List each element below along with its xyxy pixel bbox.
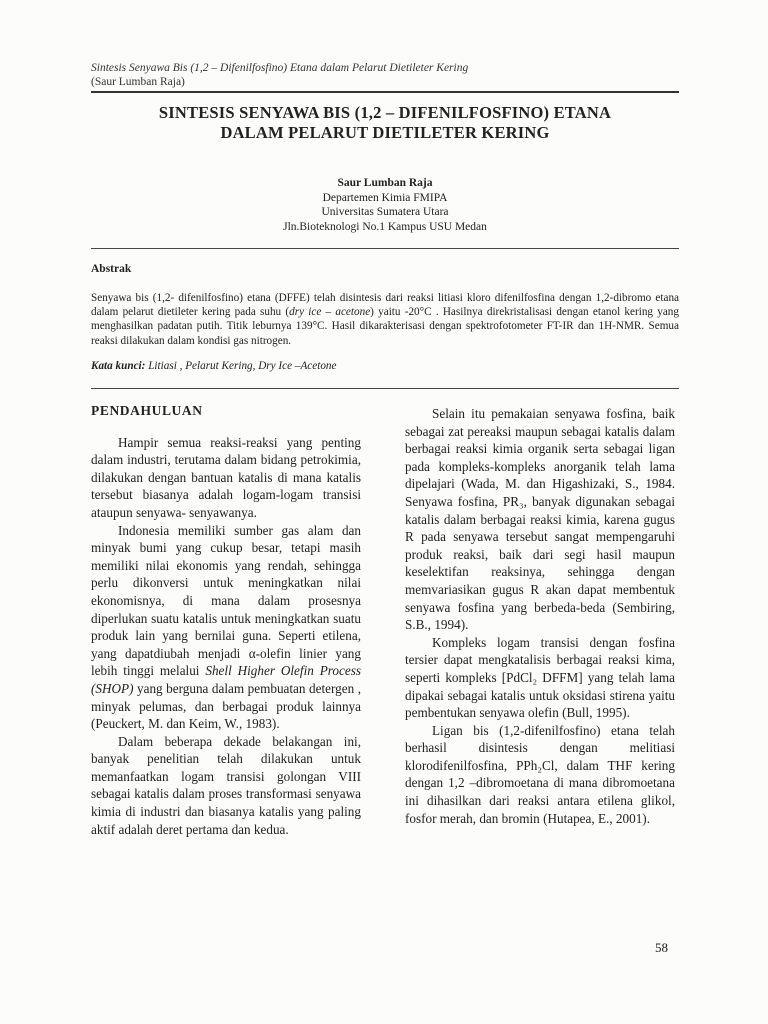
paragraph-2-italic: Shell Higher Olefin Process (SHOP)	[91, 663, 361, 696]
abstract-text-part2: ) yaitu -20°C . Hasilnya direkristalisasi dengan etanol kering yang menghasilkan padatan putih. Titik leburnya 139°C. Hasil dikarakterisasi dengan spektrofotometer FT-IR dan 1H-NMR. Semua reaksi dilakukan dalam kondisi gas nitrogen.	[91, 306, 679, 347]
abstract-top-rule	[91, 248, 679, 249]
author-block	[91, 176, 679, 234]
header-rule	[91, 91, 679, 93]
affiliation-address: Jln.Bioteknologi No.1 Kampus USU Medan	[283, 220, 487, 233]
running-header	[91, 61, 691, 89]
keywords	[91, 360, 679, 372]
paragraph-2	[91, 522, 361, 733]
abstract-heading: Abstrak	[91, 263, 132, 275]
running-header-author: (Saur Lumban Raja)	[91, 76, 185, 88]
abstract-text-part1: Senyawa bis (1,2- difenilfosfino) etana (DFFE) telah disintesis dari reaksi litiasi kloro difenilfosfina dengan 1,2-dibromo etana dalam pelarut dietileter kering pada suhu (	[91, 292, 679, 319]
affiliation-department: Departemen Kimia FMIPA	[322, 191, 448, 204]
abstract-text-italic: dry ice – acetone	[289, 306, 371, 319]
paragraph-2-a: Indonesia memiliki sumber gas alam dan minyak bumi yang cukup besar, tetapi masih memiliki nilai ekonomis yang rendah, sehingga perlu dikonversi untuk meningkatkan nilai ekonomisnya, di mana dalam prosesnya diperlukan suatu katalis untuk meningkatkan suatu produk lain yang bernilai guna. Seperti etilena, yang dapatdiubah menjadi α-olefin linier yang lebih tinggi melalui	[91, 522, 361, 679]
keywords-list: Litiasi , Pelarut Kering, Dry Ice –Acetone	[145, 360, 337, 372]
paragraph-5: Kompleks logam transisi dengan fosfina tersier dapat mengkatalisis berbagai reaksi kima, seperti kompleks [PdCl₂ DFFM] yang telah lama dipakai sebagai katalis untuk oksidasi stirena yaitu pembentukan senyawa olefin (Bull, 1995).	[405, 634, 675, 721]
paragraph-3: Dalam beberapa dekade belakangan ini, banyak penelitian telah dilakukan untuk memanfaatkan logam transisi golongan VIII sebagai katalis dalam proses transformasi senyawa kimia di industri dan biasanya katalis yang paling aktif adalah deret pertama dan kedua.	[91, 733, 361, 837]
author-name: Saur Lumban Raja	[337, 177, 433, 189]
abstract-bottom-rule	[91, 388, 679, 389]
affiliation-university: Universitas Sumatera Utara	[321, 206, 449, 218]
section-heading-pendahuluan: PENDAHULUAN	[91, 403, 203, 418]
paragraph-6: Ligan bis (1,2-difenilfosfino) etana telah berhasil disintesis dengan melitiasi klorodifenilfosfina, PPh₂Cl, dalam THF kering dengan 1,2 –dibromoetana di mana dibromoetana ini dihasilkan dari reaksi antara etilena glikol, fosfor merah, dan bromin (Hutapea, E., 2001).	[405, 722, 675, 826]
right-column	[405, 405, 675, 827]
article-title-line1: SINTESIS SENYAWA BIS (1,2 – DIFENILFOSFINO) ETANA	[158, 103, 612, 122]
paragraph-1: Hampir semua reaksi-reaksi yang penting dalam industri, terutama dalam bidang petrokimia, dilakukan dengan bantuan katalis di mana katalis tersebut biasanya adalah logam-logam transisi ataupun senyawa- senyawanya.	[91, 434, 361, 520]
running-header-title: Sintesis Senyawa Bis (1,2 – Difenilfosfino) Etana dalam Pelarut Dietileter Kering	[91, 62, 469, 74]
paragraph-2-b: yang berguna dalam pembuatan detergen , minyak pelumas, dan berbagai produk lainnya (Peuckert, M. dan Keim, W., 1983).	[91, 680, 361, 732]
paragraph-4: Selain itu pemakaian senyawa fosfina, baik sebagai zat pereaksi maupun sebagai katalis dalam berbagai reaksi kimia organik serta sebagai ligan pada kompleks-kompleks anorganik telah lama dipelajari (Wada, M. dan Higashizaki, S., 1984. Senyawa fosfina, PR₃, banyak digunakan sebagai katalis dalam berbagai reaksi kimia, karena gugus R pada senyawa tersebut sangat mempengaruhi produk reaksi, baik dari segi hasil maupun keselektifan reaksinya, sehingga dengan memvariasikan gugus R akan dapat membentuk senyawa fosfina yang berbeda-beda (Sembiring, S.B., 1994).	[405, 406, 675, 633]
left-column	[91, 400, 361, 838]
article-title	[91, 103, 679, 143]
abstract-text	[91, 291, 679, 348]
article-title-line2: DALAM PELARUT DIETILETER KERING	[220, 123, 550, 142]
keywords-label: Kata kunci:	[91, 360, 146, 372]
page-number: 58	[655, 940, 668, 955]
